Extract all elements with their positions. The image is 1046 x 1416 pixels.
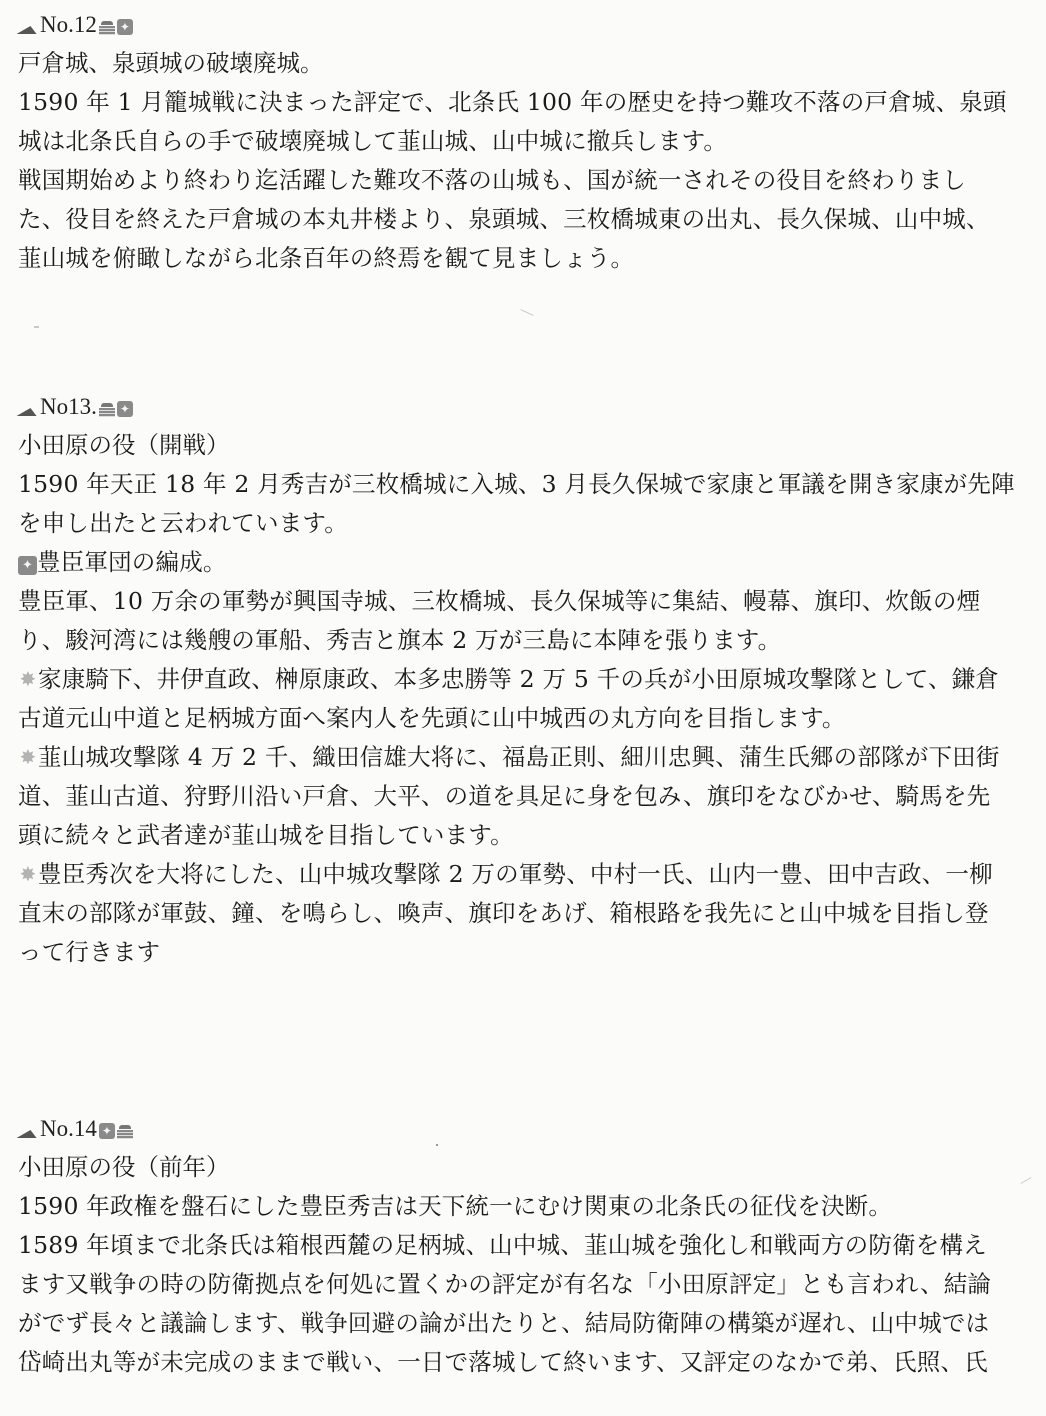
subheading-text: 豊臣軍団の編成。 [37,548,227,576]
section-heading [18,1110,1028,1148]
mountain-icon [17,26,40,34]
bullet-text: 豊臣秀次を大将にした、山中城攻撃隊 2 万の軍勢、中村一氏、山内一豊、田中吉政、一柳 [38,860,993,888]
body-line: 豊臣軍、10 万余の軍勢が興国寺城、三枚橋城、長久保城等に集結、幔幕、旗印、炊飯の煙 [18,587,981,615]
body-line: 1590 年 1 月籠城戦に決まった評定で、北条氏 100 年の歴史を持つ難攻不落の戸倉城、泉頭 [18,88,1007,116]
section-no13 [18,388,1028,972]
body-line: た、役目を終えた戸倉城の本丸井楼より、泉頭城、三枚橋城東の出丸、長久保城、山中城、 [18,205,990,233]
section-no14 [18,1110,1028,1382]
scan-speck [436,1144,438,1146]
body-line: り、駿河湾には幾艘の軍船、秀吉と旗本 2 万が三島に本陣を張ります。 [18,626,782,654]
star-icon: ✦ [117,19,133,35]
section-number: No.14 [40,1116,97,1141]
castle-icon [117,1125,133,1139]
body-line: 城は北条氏自らの手で破壊廃城して韮山城、山中城に撤兵します。 [18,127,728,155]
castle-icon [99,403,115,417]
section-title: 小田原の役（開戦） [18,431,230,459]
bullet-text: 韮山城攻撃隊 4 万 2 千、織田信雄大将に、福島正則、細川忠興、蒲生氏郷の部隊が下田街 [38,743,1000,771]
scan-speck [520,309,533,316]
body-line: 1590 年天正 18 年 2 月秀吉が三枚橋城に入城、3 月長久保城で家康と軍議を開き家康が先陣 [18,470,1015,498]
subheading-line [18,543,1028,582]
body-line: 古道元山中道と足柄城方面へ案内人を先頭に山中城西の丸方向を目指します。 [18,704,846,732]
bullet-line [18,660,1028,699]
body-line: 韮山城を俯瞰しながら北条百年の終焉を観て見ましょう。 [18,244,635,272]
body-line: 道、韮山古道、狩野川沿い戸倉、大平、の道を具足に身を包み、旗印をなびかせ、騎馬を先 [18,782,991,810]
section-title: 戸倉城、泉頭城の破壊廃城。 [18,49,324,77]
bullet-line [18,738,1028,777]
bullet-line [18,855,1028,894]
body-line: を申し出たと云われています。 [18,509,348,537]
mountain-icon [17,408,40,416]
body-line: 1589 年頃まで北条氏は箱根西麓の足柄城、山中城、韮山城を強化し和戦両方の防衛を構え [18,1231,987,1259]
body-line: 頭に続々と武者達が韮山城を目指しています。 [18,821,514,849]
burst-icon: ✸ [19,862,37,886]
star-icon: ✦ [18,556,37,575]
section-no12 [18,6,1028,278]
body-line: 戦国期始めより終わり迄活躍した難攻不落の山城も、国が統一されその役目を終わりまし [18,166,966,194]
star-icon: ✦ [117,401,133,417]
section-title: 小田原の役（前年） [18,1153,230,1181]
section-number: No13. [40,394,97,419]
section-heading [18,388,1028,426]
bullet-text: 家康騎下、井伊直政、榊原康政、本多忠勝等 2 万 5 千の兵が小田原城攻撃隊として、鎌倉 [38,665,1000,693]
section-number: No.12 [40,12,97,37]
body-line: って行きます [18,938,161,966]
body-line: 1590 年政権を盤石にした豊臣秀吉は天下統一にむけ関東の北条氏の征伐を決断。 [18,1192,893,1220]
burst-icon: ✸ [19,745,37,769]
body-line: がでず長々と議論します、戦争回避の論が出たりと、結局防衛陣の構築が遅れ、山中城では [18,1309,990,1337]
body-line: ます又戦争の時の防衛拠点を何処に置くかの評定が有名な「小田原評定」とも言われ、結論 [18,1270,992,1298]
section-heading [18,6,1028,44]
burst-icon: ✸ [19,667,37,691]
mountain-icon [17,1130,40,1138]
star-icon: ✦ [99,1123,115,1139]
body-line: 岱崎出丸等が未完成のままで戦い、一日で落城して終います、又評定のなかで弟、氏照、氏 [18,1348,988,1376]
castle-icon [99,21,115,35]
scan-speck [34,326,39,328]
body-line: 直末の部隊が軍鼓、鐘、を鳴らし、喚声、旗印をあげ、箱根路を我先にと山中城を目指し登 [18,899,989,927]
